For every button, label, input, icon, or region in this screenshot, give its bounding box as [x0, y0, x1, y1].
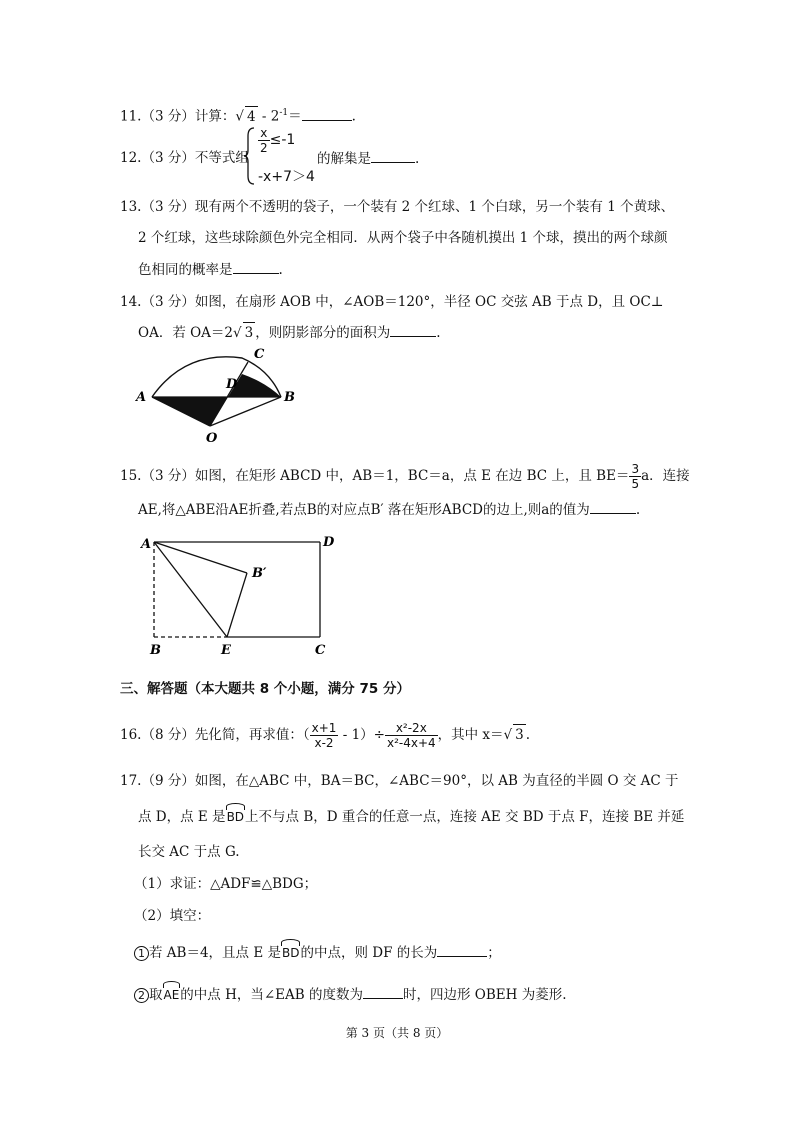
sqrt-symbol: √: [233, 325, 242, 341]
segment-b-prime-e: [227, 573, 247, 637]
radicand: 3: [513, 724, 526, 745]
arc-notation: BD: [281, 943, 300, 963]
q-number: 14.: [120, 294, 142, 310]
q-score: （3 分）: [141, 468, 195, 484]
frac-den: x²-4x+4: [386, 736, 436, 750]
question-15: [120, 462, 690, 491]
inequality-2: -x+7＞4: [258, 169, 315, 185]
label-d: D: [226, 377, 238, 392]
segment-ae: [154, 542, 227, 637]
q-text: 长交 AC 于点 G.: [138, 844, 240, 860]
label-a: A: [136, 390, 147, 405]
arc-notation: AE: [163, 985, 181, 1005]
label-e: E: [221, 643, 231, 658]
exponent: -1: [279, 108, 289, 118]
answer-blank[interactable]: [233, 259, 279, 274]
question-16: [120, 721, 530, 750]
label-a: A: [141, 537, 152, 552]
frac-num: 3: [631, 462, 640, 476]
part-2: （2）填空：: [134, 908, 211, 924]
q-text: 现有两个不透明的袋子，一个装有 2 个红球、1 个白球，另一个装有 1 个黄球、: [194, 199, 675, 215]
q-text: 取: [149, 987, 163, 1003]
frac-den: x-2: [314, 736, 334, 750]
q-text: AE,将△ABE沿AE折叠,若点B的对应点B′ 落在矩形ABCD的边上,则a的值为: [138, 502, 590, 518]
q15-line2: [138, 499, 640, 520]
question-11: [120, 103, 356, 127]
q-text: 色相同的概率是: [138, 262, 233, 278]
section-heading: 三、解答题（本大题共 8 个小题，满分 75 分）: [120, 681, 410, 697]
question-14: [120, 292, 664, 312]
radicand: 4: [245, 106, 258, 127]
answer-blank[interactable]: [390, 322, 436, 337]
label-b-prime: B′: [252, 566, 267, 581]
q13-line3: [138, 259, 283, 280]
q-text: 先化简，再求值：（: [194, 727, 310, 743]
punctuation: ；: [487, 945, 501, 961]
q-text: 2 个红球，这些球除颜色外完全相同．从两个袋子中各随机摸出 1 个球，摸出的两个球颜: [138, 230, 668, 246]
q-score: （3 分）: [141, 150, 195, 166]
frac-den: 5: [631, 477, 640, 491]
label-c: C: [315, 643, 326, 658]
q-number: 15.: [120, 468, 142, 484]
label-b: B: [150, 643, 161, 658]
q-text: a．连接: [641, 468, 690, 484]
label-b: B: [284, 390, 295, 405]
q-number: 17.: [120, 773, 142, 789]
q-text: 如图，在△ABC 中，BA＝BC，∠ABC＝90°，以 AB 为直径的半圆 O 交 AC 于: [194, 773, 679, 789]
circled-number: 1: [134, 946, 149, 961]
answer-blank[interactable]: [371, 148, 415, 163]
q-text: 若 AB＝4，且点 E 是: [149, 945, 281, 961]
arc-notation: BD: [226, 807, 245, 827]
ineq-rhs: ≤-1: [269, 132, 296, 148]
rectangle-figure: [135, 530, 335, 660]
q-number: 13.: [120, 199, 142, 215]
expr: - 2: [257, 108, 280, 125]
q-number: 12.: [120, 150, 142, 166]
label-d: D: [323, 535, 335, 550]
period: .: [351, 108, 356, 125]
q-text: - 1）÷: [338, 727, 385, 743]
q-text: 时，四边形 OBEH 为菱形.: [403, 987, 567, 1003]
period: .: [278, 262, 283, 278]
period: .: [436, 325, 441, 341]
q-text: 点 D，点 E 是: [138, 809, 226, 825]
question-17: [120, 771, 679, 791]
question-13: [120, 197, 674, 217]
q-score: （8 分）: [141, 727, 195, 743]
q-number: 11.: [120, 108, 142, 125]
q-score: （3 分）: [141, 199, 195, 215]
label-o: O: [206, 431, 218, 445]
frac-den: 2: [260, 141, 268, 155]
q-text: ，则阴影部分的面积为: [255, 325, 391, 341]
frac-num: x: [258, 126, 270, 141]
q-text: OA．若 OA＝2: [138, 325, 234, 341]
period: .: [635, 502, 641, 518]
label-c: C: [254, 347, 265, 362]
frac-num: x+1: [311, 721, 337, 735]
brace-icon: [244, 126, 256, 186]
q-number: 16.: [120, 727, 142, 743]
q-text: 的中点，则 DF 的长为: [300, 945, 438, 961]
equals: ＝: [288, 108, 302, 125]
q-text: 上不与点 B，D 重合的任意一点，连接 AE 交 BD 于点 F，连接 BE 并延: [245, 809, 685, 825]
sqrt-symbol: √: [235, 108, 244, 125]
circled-number: 2: [134, 988, 149, 1003]
answer-blank[interactable]: [302, 106, 352, 121]
q-text: ，其中 x＝: [437, 727, 504, 743]
sector-figure: [130, 340, 300, 445]
frac-num: x²-2x: [385, 721, 438, 736]
q-text: 的解集是: [317, 151, 371, 167]
period: .: [525, 727, 531, 743]
q-text: 如图，在扇形 AOB 中，∠AOB＝120°，半径 OC 交弦 AB 于点 D，且 OC⊥: [194, 294, 664, 310]
q-text: 如图，在矩形 ABCD 中，AB＝1，BC＝a，点 E 在边 BC 上，且 BE＝: [194, 468, 630, 484]
radicand: 3: [243, 322, 256, 343]
q-score: （3 分）: [141, 108, 195, 125]
segment-ab-prime: [154, 542, 247, 573]
part-1: （1）求证：△ADF≌△BDG；: [134, 876, 318, 892]
subpart-1: [134, 942, 501, 963]
sqrt-symbol: √: [503, 727, 513, 743]
q-score: （9 分）: [141, 773, 195, 789]
q-text: 的中点 H，当∠EAB 的度数为: [180, 987, 363, 1003]
subpart-2: [134, 984, 567, 1005]
q-text: 不等式组: [194, 150, 249, 166]
answer-blank[interactable]: [590, 499, 636, 514]
q-score: （3 分）: [141, 294, 195, 310]
period: .: [415, 151, 420, 167]
question-12: [120, 148, 249, 168]
answer-blank[interactable]: [437, 942, 487, 957]
answer-blank[interactable]: [363, 984, 403, 999]
q12-tail: [317, 148, 419, 169]
q-text: 计算：: [194, 108, 236, 125]
shaded-region-left: [152, 397, 228, 426]
page-footer: 第 3 页（共 8 页）: [345, 1026, 449, 1040]
q17-line2: [138, 807, 684, 827]
